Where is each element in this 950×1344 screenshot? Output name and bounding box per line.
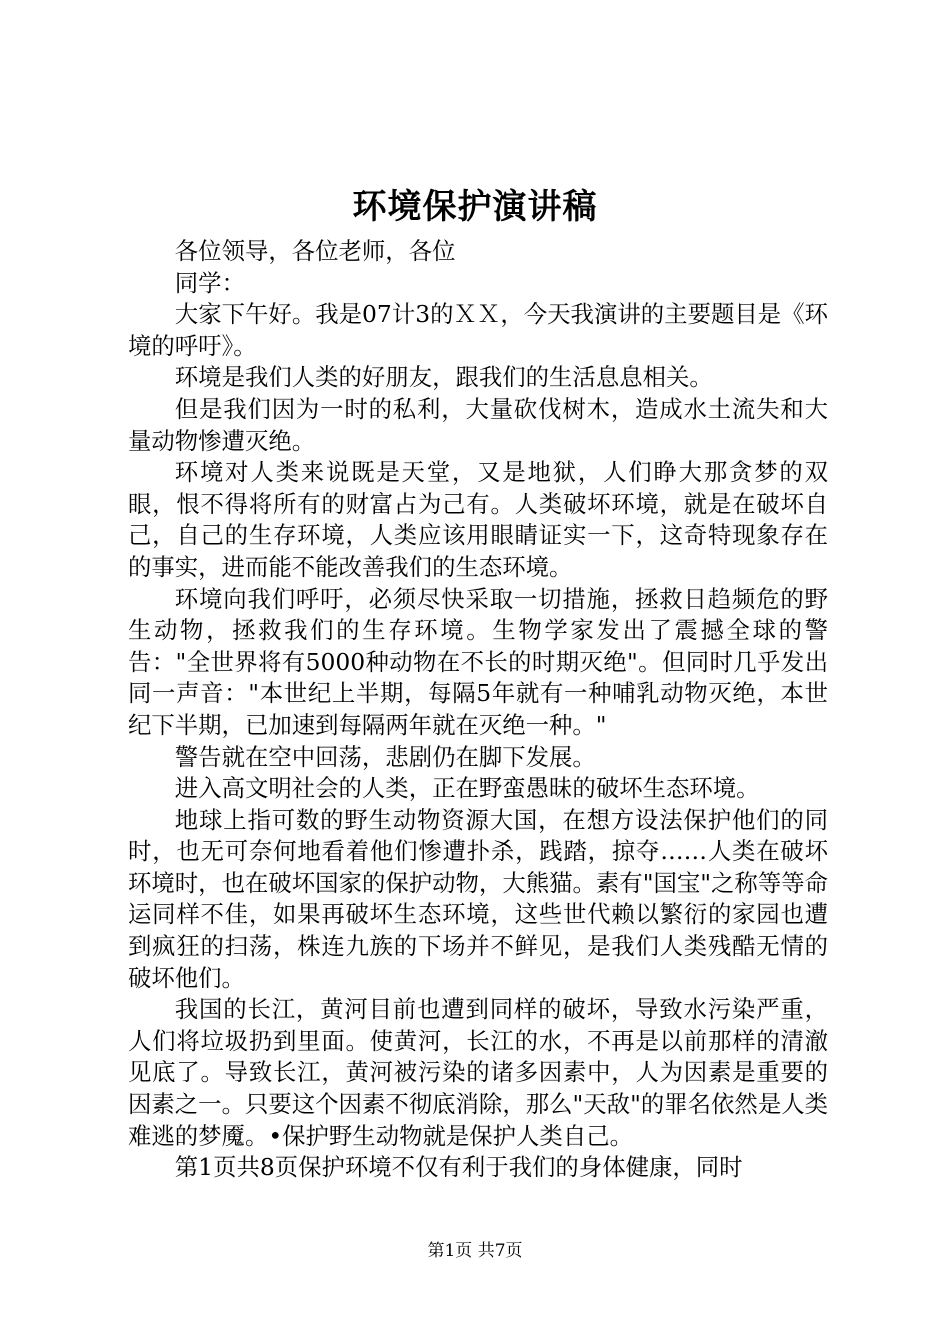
document-title: 环境保护演讲稿 — [352, 187, 598, 227]
paragraph-intro: 大家下午好。我是07计3的ＸＸ，今天我演讲的主要题目是《环境的呼吁》。 — [128, 300, 828, 360]
paragraph: 第1页共8页保护环境不仅有利于我们的身体健康，同时 — [174, 1153, 743, 1182]
paragraph: 警告就在空中回荡，悲剧仍在脚下发展。 — [174, 742, 596, 771]
paragraph-greeting-cont: 同学： — [174, 268, 245, 297]
paragraph: 环境向我们呼吁，必须尽快采取一切措施，拯救日趋频危的野生动物，拯救我们的生存环境。生物学家发出了震撼全球的警告："全世界将有5000种动物在不长的时期灭绝"。但同时几乎发出同一声音："本世纪上半期，每隔5年就有一种哺乳动物灭绝，本世纪下半期，已加速到每隔两年就在灭绝一种。" — [128, 584, 828, 739]
page-footer: 第1页 共7页 — [427, 1241, 523, 1261]
paragraph-greeting: 各位领导，各位老师，各位 — [174, 237, 456, 265]
paragraph: 环境对人类来说既是天堂，又是地狱，人们睁大那贪梦的双眼，恨不得将所有的财富占为己有。人类破坏环境，就是在破坏自己，自己的生存环境，人类应该用眼睛证实一下，这奇特现象存在的事实，进而能不能改善我们的生态环境。 — [128, 458, 828, 581]
paragraph: 环境是我们人类的好朋友，跟我们的生活息息相关。 — [174, 363, 713, 392]
document-body — [128, 236, 828, 1184]
paragraph: 地球上指可数的野生动物资源大国，在想方设法保护他们的同时，也无可奈何地看着他们惨遭扑杀，践踏，掠夺……人类在破坏环境时，也在破坏国家的保护动物，大熊猫。素有"国宝"之称等等命运同样不佳，如果再破坏生态环境，这些世代赖以繁衍的家园也遭到疯狂的扫荡，株连九族的下场并不鲜见，是我们人类残酷无情的破坏他们。 — [128, 805, 828, 992]
paragraph: 进入高文明社会的人类，正在野蛮愚昧的破坏生态环境。 — [174, 774, 760, 803]
paragraph: 我国的长江，黄河目前也遭到同样的破坏，导致水污染严重，人们将垃圾扔到里面。使黄河，长江的水，不再是以前那样的清澈见底了。导致长江，黄河被污染的诸多因素中，人为因素是重要的因素之一。只要这个因素不彻底消除，那么"天敌"的罪名依然是人类难逃的梦魇。•保护野生动物就是保护人类自己。 — [128, 995, 828, 1150]
paragraph: 但是我们因为一时的私利，大量砍伐树木，造成水土流失和大量动物惨遭灭绝。 — [128, 394, 828, 455]
